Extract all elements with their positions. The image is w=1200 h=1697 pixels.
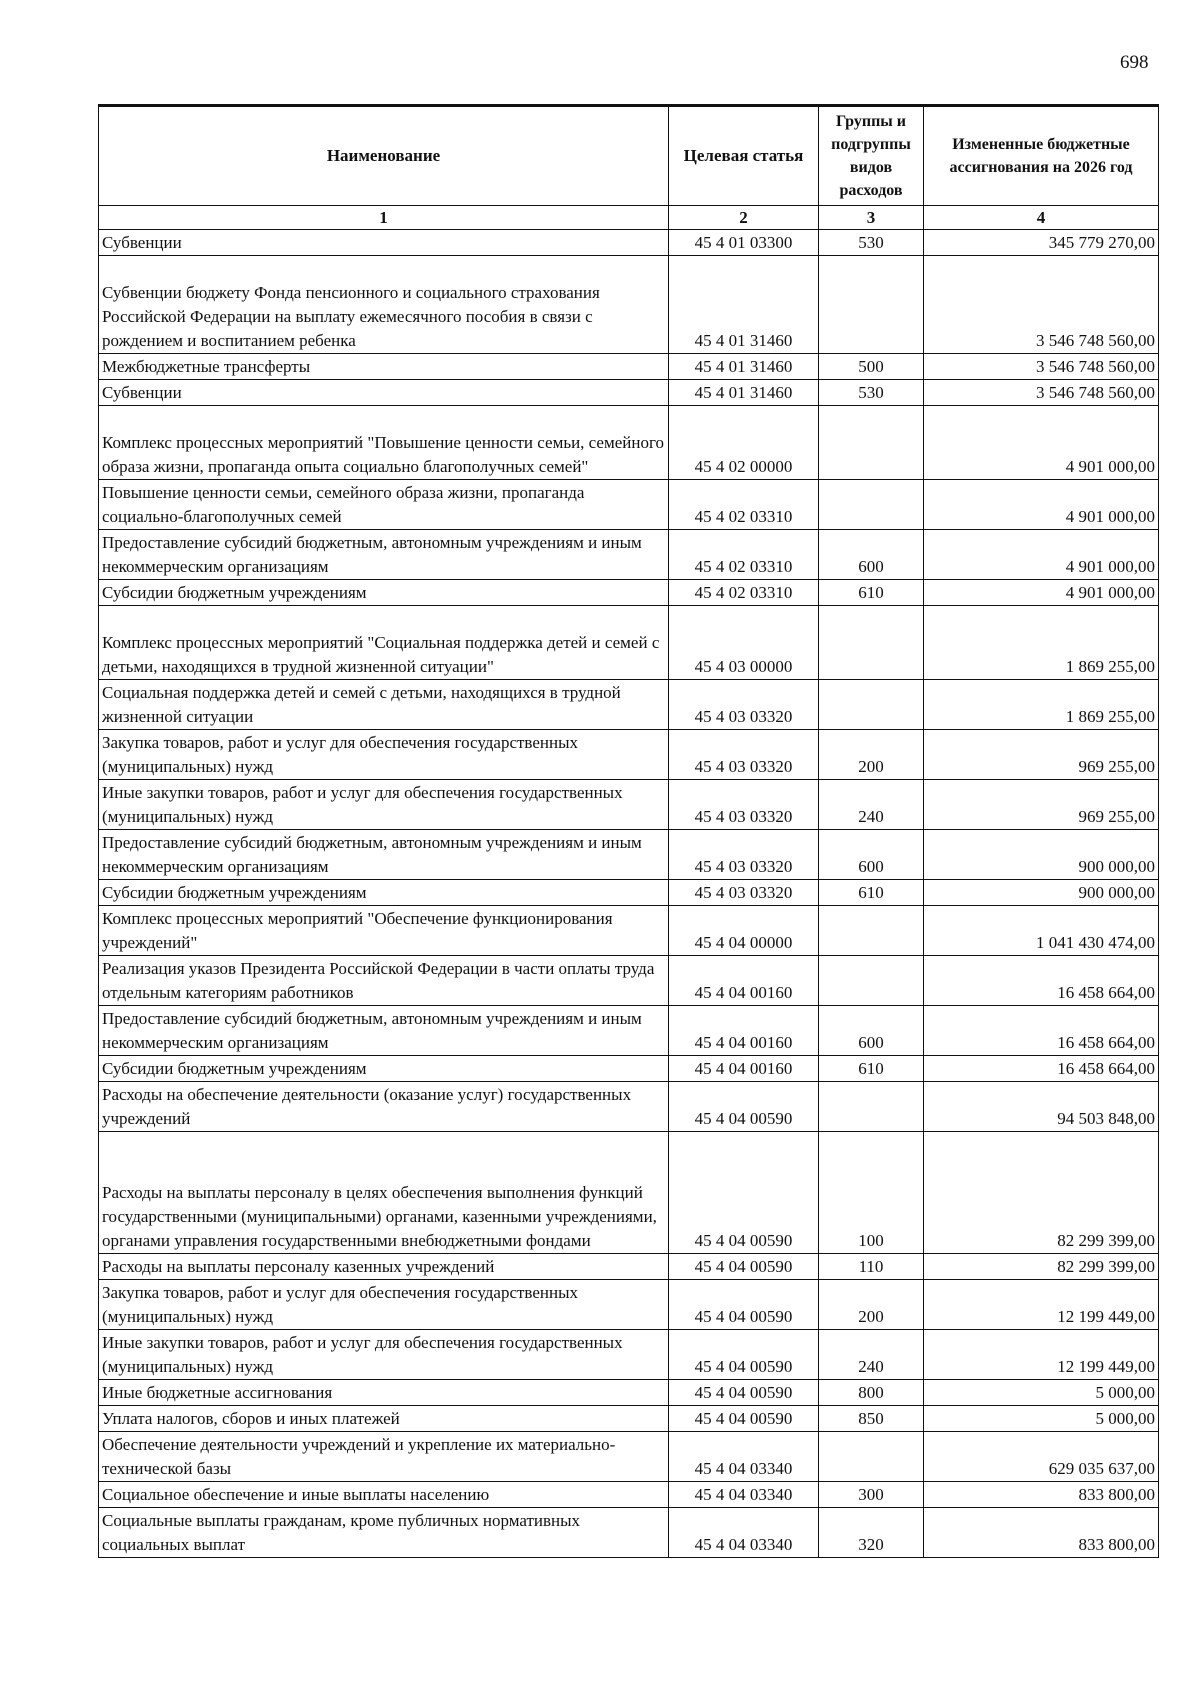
row-group-code: 100: [819, 1132, 924, 1254]
table-row: [99, 1508, 1159, 1558]
row-name: Субсидии бюджетным учреждениям: [99, 1056, 669, 1082]
row-target-code: 45 4 04 00160: [669, 1056, 819, 1082]
row-group-code: 300: [819, 1482, 924, 1508]
row-name: Комплекс процессных мероприятий "Социальная поддержка детей и семей с детьми, находящихся в трудной жизненной ситуации": [99, 606, 669, 680]
row-group-code: 530: [819, 380, 924, 406]
table-row: [99, 354, 1159, 380]
row-name: Субвенции: [99, 230, 669, 256]
row-target-code: 45 4 04 00160: [669, 956, 819, 1006]
row-group-code: 600: [819, 530, 924, 580]
header-target: Целевая статья: [669, 106, 819, 206]
row-group-code: 610: [819, 880, 924, 906]
row-name: Расходы на обеспечение деятельности (оказание услуг) государственных учреждений: [99, 1082, 669, 1132]
row-group-code: 240: [819, 780, 924, 830]
table-row: [99, 256, 1159, 354]
row-name: Социальная поддержка детей и семей с детьми, находящихся в трудной жизненной ситуации: [99, 680, 669, 730]
row-name: Повышение ценности семьи, семейного образа жизни, пропаганда социально-благополучных семей: [99, 480, 669, 530]
row-group-code: 610: [819, 580, 924, 606]
table-row: [99, 1482, 1159, 1508]
row-target-code: 45 4 04 00590: [669, 1406, 819, 1432]
table-row: [99, 730, 1159, 780]
row-target-code: 45 4 04 00590: [669, 1380, 819, 1406]
row-target-code: 45 4 01 31460: [669, 354, 819, 380]
row-target-code: 45 4 02 00000: [669, 406, 819, 480]
row-target-code: 45 4 04 03340: [669, 1508, 819, 1558]
column-number-row: [99, 206, 1159, 230]
row-target-code: 45 4 03 03320: [669, 880, 819, 906]
row-amount: 345 779 270,00: [924, 230, 1159, 256]
row-group-code: 800: [819, 1380, 924, 1406]
row-amount: 900 000,00: [924, 880, 1159, 906]
row-name: Реализация указов Президента Российской Федерации в части оплаты труда отдельным категориям работников: [99, 956, 669, 1006]
row-target-code: 45 4 04 00590: [669, 1330, 819, 1380]
table-row: [99, 606, 1159, 680]
row-name: Предоставление субсидий бюджетным, автономным учреждениям и иным некоммерческим организациям: [99, 1006, 669, 1056]
row-group-code: 850: [819, 1406, 924, 1432]
row-group-code: 500: [819, 354, 924, 380]
header-name: Наименование: [99, 106, 669, 206]
row-group-code: 530: [819, 230, 924, 256]
row-group-code: [819, 680, 924, 730]
row-amount: 4 901 000,00: [924, 406, 1159, 480]
column-number: 4: [924, 206, 1159, 230]
row-name: Закупка товаров, работ и услуг для обеспечения государственных (муниципальных) нужд: [99, 730, 669, 780]
row-target-code: 45 4 02 03310: [669, 580, 819, 606]
row-target-code: 45 4 01 03300: [669, 230, 819, 256]
column-number: 2: [669, 206, 819, 230]
row-name: Иные закупки товаров, работ и услуг для обеспечения государственных (муниципальных) нужд: [99, 780, 669, 830]
column-number: 1: [99, 206, 669, 230]
row-name: Расходы на выплаты персоналу казенных учреждений: [99, 1254, 669, 1280]
header-groups: Группы и подгруппы видов расходов: [819, 106, 924, 206]
table-row: [99, 230, 1159, 256]
row-target-code: 45 4 04 00160: [669, 1006, 819, 1056]
table-row: [99, 956, 1159, 1006]
row-name: Социальные выплаты гражданам, кроме публичных нормативных социальных выплат: [99, 1508, 669, 1558]
row-amount: 4 901 000,00: [924, 580, 1159, 606]
row-name: Расходы на выплаты персоналу в целях обеспечения выполнения функций государственными (муниципальными) органами, казенными учреждениями, органами управления государственными внебюджетными фондами: [99, 1132, 669, 1254]
row-amount: 12 199 449,00: [924, 1330, 1159, 1380]
row-target-code: 45 4 04 03340: [669, 1482, 819, 1508]
row-target-code: 45 4 02 03310: [669, 480, 819, 530]
row-amount: 4 901 000,00: [924, 480, 1159, 530]
budget-table: [98, 104, 1159, 1558]
row-group-code: [819, 1432, 924, 1482]
row-amount: 969 255,00: [924, 730, 1159, 780]
row-amount: 16 458 664,00: [924, 956, 1159, 1006]
row-target-code: 45 4 01 31460: [669, 256, 819, 354]
row-name: Межбюджетные трансферты: [99, 354, 669, 380]
row-target-code: 45 4 04 00590: [669, 1082, 819, 1132]
row-target-code: 45 4 03 00000: [669, 606, 819, 680]
row-group-code: 200: [819, 730, 924, 780]
row-amount: 4 901 000,00: [924, 530, 1159, 580]
row-name: Субсидии бюджетным учреждениям: [99, 880, 669, 906]
row-group-code: 600: [819, 830, 924, 880]
table-row: [99, 1280, 1159, 1330]
row-group-code: 600: [819, 1006, 924, 1056]
row-name: Субсидии бюджетным учреждениям: [99, 580, 669, 606]
row-group-code: 200: [819, 1280, 924, 1330]
row-amount: 3 546 748 560,00: [924, 380, 1159, 406]
row-target-code: 45 4 02 03310: [669, 530, 819, 580]
table-row: [99, 680, 1159, 730]
row-amount: 82 299 399,00: [924, 1132, 1159, 1254]
table-row: [99, 1406, 1159, 1432]
row-target-code: 45 4 03 03320: [669, 680, 819, 730]
row-amount: 3 546 748 560,00: [924, 354, 1159, 380]
row-name: Уплата налогов, сборов и иных платежей: [99, 1406, 669, 1432]
row-amount: 969 255,00: [924, 780, 1159, 830]
table-row: [99, 906, 1159, 956]
table-row: [99, 1082, 1159, 1132]
row-name: Социальное обеспечение и иные выплаты населению: [99, 1482, 669, 1508]
row-group-code: 320: [819, 1508, 924, 1558]
row-amount: 3 546 748 560,00: [924, 256, 1159, 354]
row-amount: 833 800,00: [924, 1482, 1159, 1508]
row-group-code: [819, 906, 924, 956]
row-target-code: 45 4 03 03320: [669, 780, 819, 830]
row-group-code: [819, 1082, 924, 1132]
row-target-code: 45 4 04 00590: [669, 1132, 819, 1254]
row-amount: 16 458 664,00: [924, 1056, 1159, 1082]
row-target-code: 45 4 04 03340: [669, 1432, 819, 1482]
row-group-code: [819, 480, 924, 530]
row-amount: 12 199 449,00: [924, 1280, 1159, 1330]
table-row: [99, 1132, 1159, 1254]
row-target-code: 45 4 04 00000: [669, 906, 819, 956]
row-amount: 1 869 255,00: [924, 606, 1159, 680]
table-row: [99, 1432, 1159, 1482]
table-row: [99, 1056, 1159, 1082]
header-amount: Измененные бюджетные ассигнования на 2026 год: [924, 106, 1159, 206]
row-group-code: 110: [819, 1254, 924, 1280]
row-target-code: 45 4 03 03320: [669, 830, 819, 880]
row-name: Обеспечение деятельности учреждений и укрепление их материально-технической базы: [99, 1432, 669, 1482]
table-row: [99, 406, 1159, 480]
column-number: 3: [819, 206, 924, 230]
table-row: [99, 1006, 1159, 1056]
row-name: Субвенции: [99, 380, 669, 406]
row-group-code: [819, 406, 924, 480]
row-amount: 1 869 255,00: [924, 680, 1159, 730]
row-target-code: 45 4 04 00590: [669, 1280, 819, 1330]
row-target-code: 45 4 04 00590: [669, 1254, 819, 1280]
table-row: [99, 530, 1159, 580]
table-row: [99, 880, 1159, 906]
row-name: Предоставление субсидий бюджетным, автономным учреждениям и иным некоммерческим организациям: [99, 830, 669, 880]
row-amount: 900 000,00: [924, 830, 1159, 880]
row-name: Иные бюджетные ассигнования: [99, 1380, 669, 1406]
row-amount: 82 299 399,00: [924, 1254, 1159, 1280]
row-group-code: 240: [819, 1330, 924, 1380]
table-header-row: [99, 106, 1159, 206]
table-row: [99, 1330, 1159, 1380]
row-amount: 94 503 848,00: [924, 1082, 1159, 1132]
row-name: Предоставление субсидий бюджетным, автономным учреждениям и иным некоммерческим организациям: [99, 530, 669, 580]
table-row: [99, 380, 1159, 406]
row-name: Закупка товаров, работ и услуг для обеспечения государственных (муниципальных) нужд: [99, 1280, 669, 1330]
row-amount: 5 000,00: [924, 1380, 1159, 1406]
row-amount: 833 800,00: [924, 1508, 1159, 1558]
row-group-code: [819, 606, 924, 680]
table-row: [99, 1380, 1159, 1406]
row-amount: 629 035 637,00: [924, 1432, 1159, 1482]
table-row: [99, 480, 1159, 530]
row-name: Комплекс процессных мероприятий "Повышение ценности семьи, семейного образа жизни, пропаганда опыта социально благополучных семей": [99, 406, 669, 480]
row-amount: 5 000,00: [924, 1406, 1159, 1432]
table-row: [99, 830, 1159, 880]
table-body: [99, 230, 1159, 1558]
row-group-code: [819, 956, 924, 1006]
row-group-code: [819, 256, 924, 354]
page-number: 698: [1120, 52, 1149, 73]
row-group-code: 610: [819, 1056, 924, 1082]
table-row: [99, 780, 1159, 830]
row-name: Субвенции бюджету Фонда пенсионного и социального страхования Российской Федерации на выплату ежемесячного пособия в связи с рождением и воспитанием ребенка: [99, 256, 669, 354]
table-row: [99, 580, 1159, 606]
row-amount: 1 041 430 474,00: [924, 906, 1159, 956]
table-row: [99, 1254, 1159, 1280]
row-name: Комплекс процессных мероприятий "Обеспечение функционирования учреждений": [99, 906, 669, 956]
row-amount: 16 458 664,00: [924, 1006, 1159, 1056]
row-target-code: 45 4 01 31460: [669, 380, 819, 406]
row-name: Иные закупки товаров, работ и услуг для обеспечения государственных (муниципальных) нужд: [99, 1330, 669, 1380]
row-target-code: 45 4 03 03320: [669, 730, 819, 780]
